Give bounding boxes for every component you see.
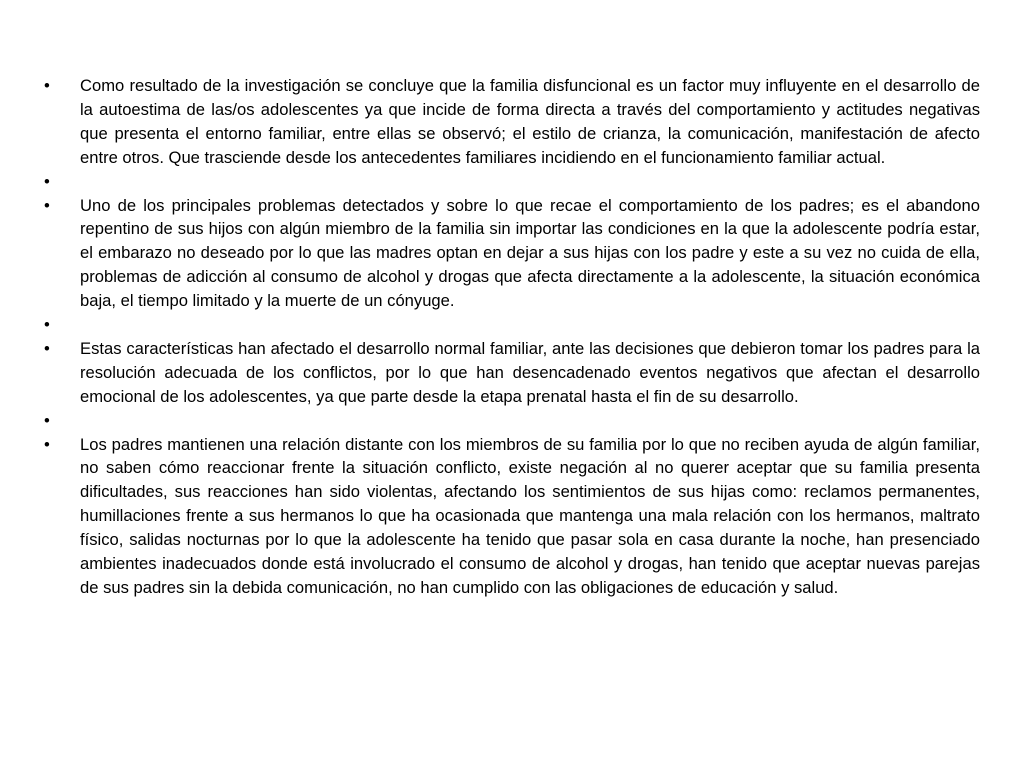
bullet-text [80, 409, 980, 433]
bullet-item [44, 194, 980, 314]
bullet-list [44, 74, 980, 600]
bullet-item [44, 337, 980, 409]
bullet-text: Estas características han afectado el desarrollo normal familiar, ante las decisiones que debieron tomar los padres para la resolución adecuada de los conflictos, por lo que han desencadenado eventos negativos que afectan el desarrollo emocional de los adolescentes, ya que parte desde la etapa prenatal hasta el fin de su desarrollo. [80, 338, 980, 406]
bullet-icon: • [44, 171, 50, 191]
bullet-item-empty [44, 313, 980, 337]
bullet-item-empty [44, 409, 980, 433]
bullet-icon: • [44, 434, 50, 454]
bullet-text [80, 313, 980, 337]
bullet-item [44, 74, 980, 170]
bullet-icon: • [44, 410, 50, 430]
bullet-icon: • [44, 76, 50, 95]
bullet-icon: • [44, 315, 50, 335]
bullet-text [80, 170, 980, 194]
bullet-icon: • [44, 195, 50, 215]
bullet-item-empty [44, 170, 980, 194]
bullet-text: Los padres mantienen una relación distante con los miembros de su familia por lo que no reciben ayuda de algún familiar, no saben cómo reaccionar frente la situación conflicto, existe negación al no querer aceptar que su familia presenta dificultades, sus reacciones han sido violentas, afectando los sentimientos de sus hijas como: reclamos permanentes, humillaciones frente a sus hermanos lo que ha ocasionada que mantenga una mala relación con los hermanos, maltrato físico, salidas nocturnas por lo que la adolescente ha tenido que pasar sola en casa durante la noche, han presenciado ambientes inadecuados donde está involucrado el consumo de alcohol y drogas, han tenido que aceptar nuevas parejas de sus padres sin la debida comunicación, no han cumplido con las obligaciones de educación y salud. [80, 434, 980, 597]
bullet-icon: • [44, 338, 50, 358]
bullet-text: Uno de los principales problemas detectados y sobre lo que recae el comportamiento de los padres; es el abandono repentino de sus hijos con algún miembro de la familia sin importar las condiciones en la que la adolescente podría estar, el embarazo no deseado por lo que las madres optan en dejar a sus hijas con los padre y este a su vez no cuida de ella, problemas de adicción al consumo de alcohol y drogas que afecta directamente a la adolescente, la situación económica baja, el tiempo limitado y la muerte de un cónyuge. [80, 195, 980, 311]
bullet-item [44, 433, 980, 600]
bullet-text: Como resultado de la investigación se concluye que la familia disfuncional es un factor muy influyente en el desarrollo de la autoestima de las/os adolescentes ya que incide de forma directa a través del comportamiento y actitudes negativas que presenta el entorno familiar, entre ellas se observó; el estilo de crianza, la comunicación, manifestación de afecto entre otros. Que trasciende desde los antecedentes familiares incidiendo en el funcionamiento familiar actual. [80, 76, 980, 167]
